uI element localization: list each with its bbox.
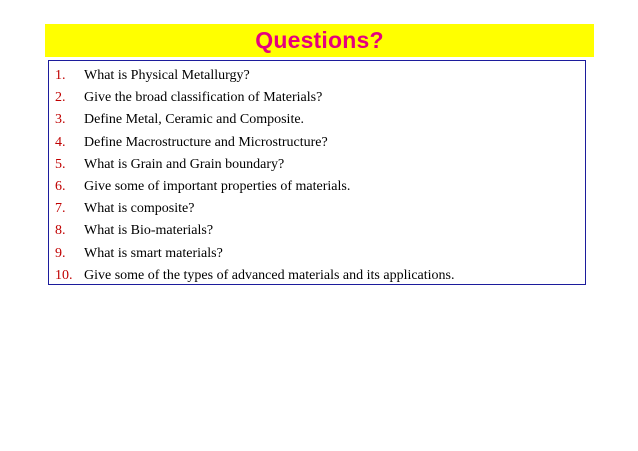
question-number: 4. xyxy=(55,134,66,150)
list-item xyxy=(55,109,455,131)
question-text: What is smart materials? xyxy=(84,245,223,261)
list-item xyxy=(55,132,455,154)
list-item xyxy=(55,265,455,287)
questions-box xyxy=(48,60,586,285)
question-number: 10. xyxy=(55,267,73,283)
question-number: 9. xyxy=(55,245,66,261)
slide-title: Questions? xyxy=(255,27,384,53)
question-number: 2. xyxy=(55,90,66,106)
list-item xyxy=(55,65,455,87)
question-text: What is Grain and Grain boundary? xyxy=(84,156,285,172)
list-item xyxy=(55,176,455,198)
question-number: 1. xyxy=(55,68,66,84)
question-number: 6. xyxy=(55,179,66,195)
question-number: 3. xyxy=(55,112,66,128)
question-text: What is Physical Metallurgy? xyxy=(84,68,250,84)
list-item xyxy=(55,243,455,265)
list-item xyxy=(55,154,455,176)
list-item xyxy=(55,198,455,220)
question-list xyxy=(55,65,455,287)
list-item xyxy=(55,87,455,109)
question-text: What is composite? xyxy=(84,201,195,217)
question-number: 5. xyxy=(55,156,66,172)
question-text: Give the broad classification of Materials? xyxy=(84,90,323,106)
question-number: 8. xyxy=(55,223,66,239)
question-text: Define Metal, Ceramic and Composite. xyxy=(84,112,305,128)
question-text: What is Bio-materials? xyxy=(84,223,214,239)
question-text: Give some of important properties of materials. xyxy=(84,179,351,195)
list-item xyxy=(55,220,455,242)
question-text: Give some of the types of advanced materials and its applications. xyxy=(84,267,455,283)
question-number: 7. xyxy=(55,201,66,217)
question-text: Define Macrostructure and Microstructure? xyxy=(84,134,328,150)
title-banner xyxy=(45,24,594,57)
